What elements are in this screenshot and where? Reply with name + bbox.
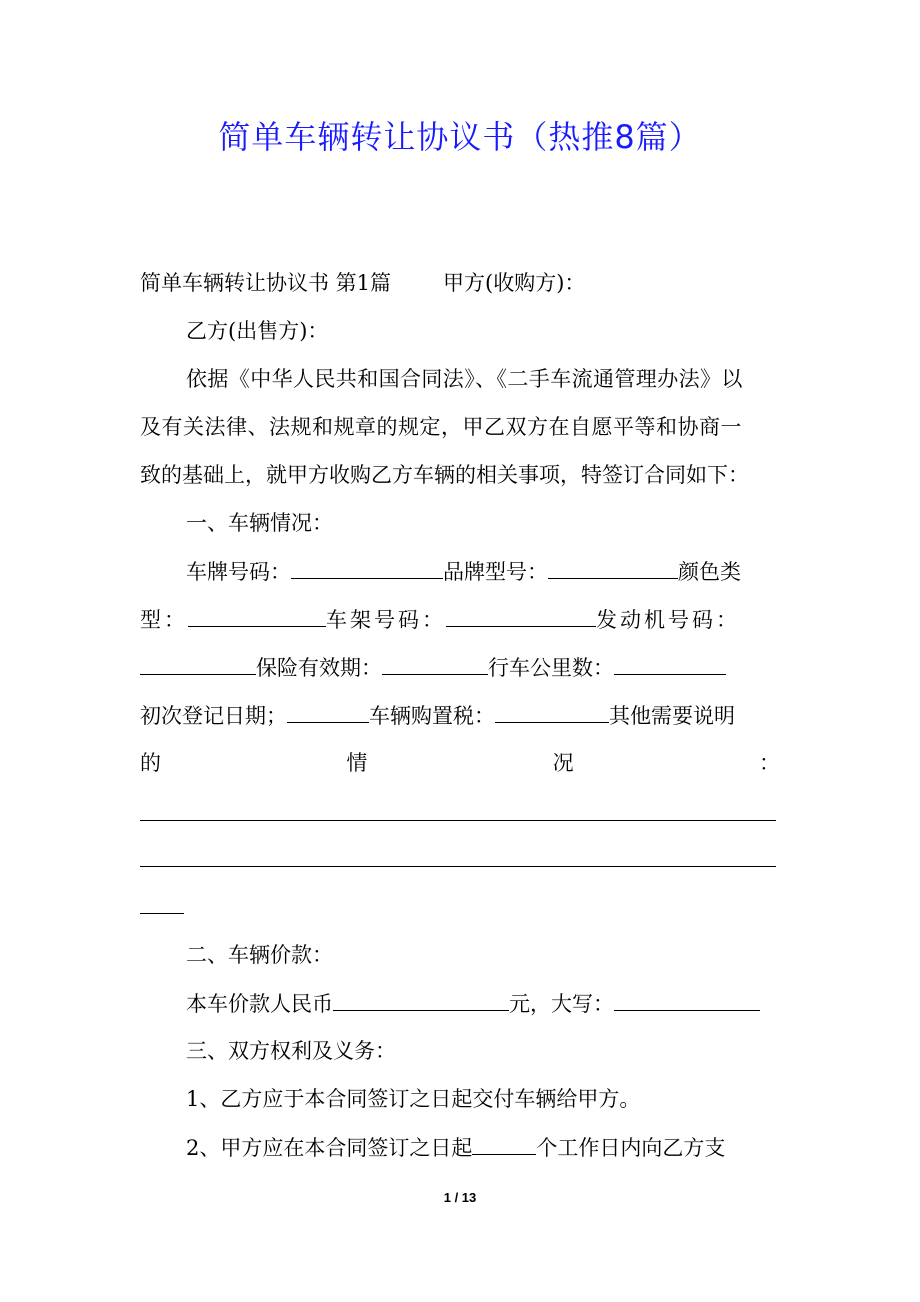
- blank-rule-3: [140, 913, 184, 914]
- engine-blank: [140, 652, 256, 675]
- frame-label: 车架号码：: [326, 608, 446, 632]
- paragraph-1-line-2: 及有关法律、法规和规章的规定，甲乙双方在自愿平等和协商一: [140, 415, 742, 439]
- item-2-text-a: 2、甲方应在本合同签订之日起: [186, 1136, 473, 1160]
- price-unit: 元，大写：: [509, 992, 614, 1016]
- party-a-label: 甲方(收购方)：: [443, 271, 586, 295]
- blank-rule-2: [140, 866, 776, 867]
- tax-blank: [495, 700, 609, 723]
- other-label: 其他需要说明: [609, 704, 735, 728]
- other-char-2: 情: [346, 751, 368, 775]
- price-line: [186, 988, 780, 1019]
- page-number: 1 / 13: [443, 1190, 477, 1205]
- item-2-text-b: 个工作日内向乙方支: [536, 1136, 726, 1160]
- registration-blank: [287, 700, 369, 723]
- first-line: [140, 268, 780, 298]
- blank-rule-1: [140, 820, 776, 821]
- paragraph-1-line-1: 依据《中华人民共和国合同法》、《二手车流通管理办法》以: [186, 367, 743, 391]
- paragraph-1-line-3: 致的基础上，就甲方收购乙方车辆的相关事项，特签订合同如下：: [140, 463, 749, 487]
- color-blank: [188, 604, 326, 627]
- vehicle-line-3: [140, 652, 780, 683]
- item-1: 1、乙方应于本合同签订之日起交付车辆给甲方。: [186, 1087, 641, 1111]
- registration-label: 初次登记日期；: [140, 704, 287, 728]
- mileage-blank: [614, 652, 726, 675]
- insurance-label: 保险有效期：: [256, 656, 382, 680]
- vehicle-line-2: [140, 604, 780, 635]
- price-blank: [333, 988, 509, 1011]
- vehicle-line-5: [140, 748, 780, 778]
- other-char-4: ：: [758, 751, 780, 775]
- workday-blank: [472, 1132, 536, 1155]
- section-2-heading: 二、车辆价款：: [186, 943, 333, 967]
- vehicle-line-4: [140, 700, 780, 731]
- color-label-b: 型：: [140, 608, 188, 632]
- frame-blank: [446, 604, 596, 627]
- plate-label: 车牌号码：: [186, 560, 291, 584]
- party-b-label: 乙方(出售方)：: [186, 319, 329, 343]
- insurance-blank: [382, 652, 488, 675]
- mileage-label: 行车公里数：: [488, 656, 614, 680]
- chapter-heading: 简单车辆转让协议书 第1篇: [140, 271, 392, 295]
- item-2: [186, 1132, 780, 1163]
- vehicle-line-1: [186, 556, 780, 587]
- color-label-a: 颜色类: [678, 560, 741, 584]
- price-words-blank: [614, 988, 760, 1011]
- price-label: 本车价款人民币: [186, 992, 333, 1016]
- section-1-heading: 一、车辆情况：: [186, 511, 333, 535]
- document-title: 简单车辆转让协议书（热推8篇）: [218, 118, 702, 156]
- plate-blank: [291, 556, 443, 579]
- tax-label: 车辆购置税：: [369, 704, 495, 728]
- other-char-1: 的: [140, 751, 161, 775]
- brand-blank: [548, 556, 678, 579]
- engine-label: 发动机号码：: [596, 608, 740, 632]
- section-3-heading: 三、双方权利及义务：: [186, 1039, 396, 1063]
- brand-label: 品牌型号：: [443, 560, 548, 584]
- other-char-3: 况: [552, 751, 574, 775]
